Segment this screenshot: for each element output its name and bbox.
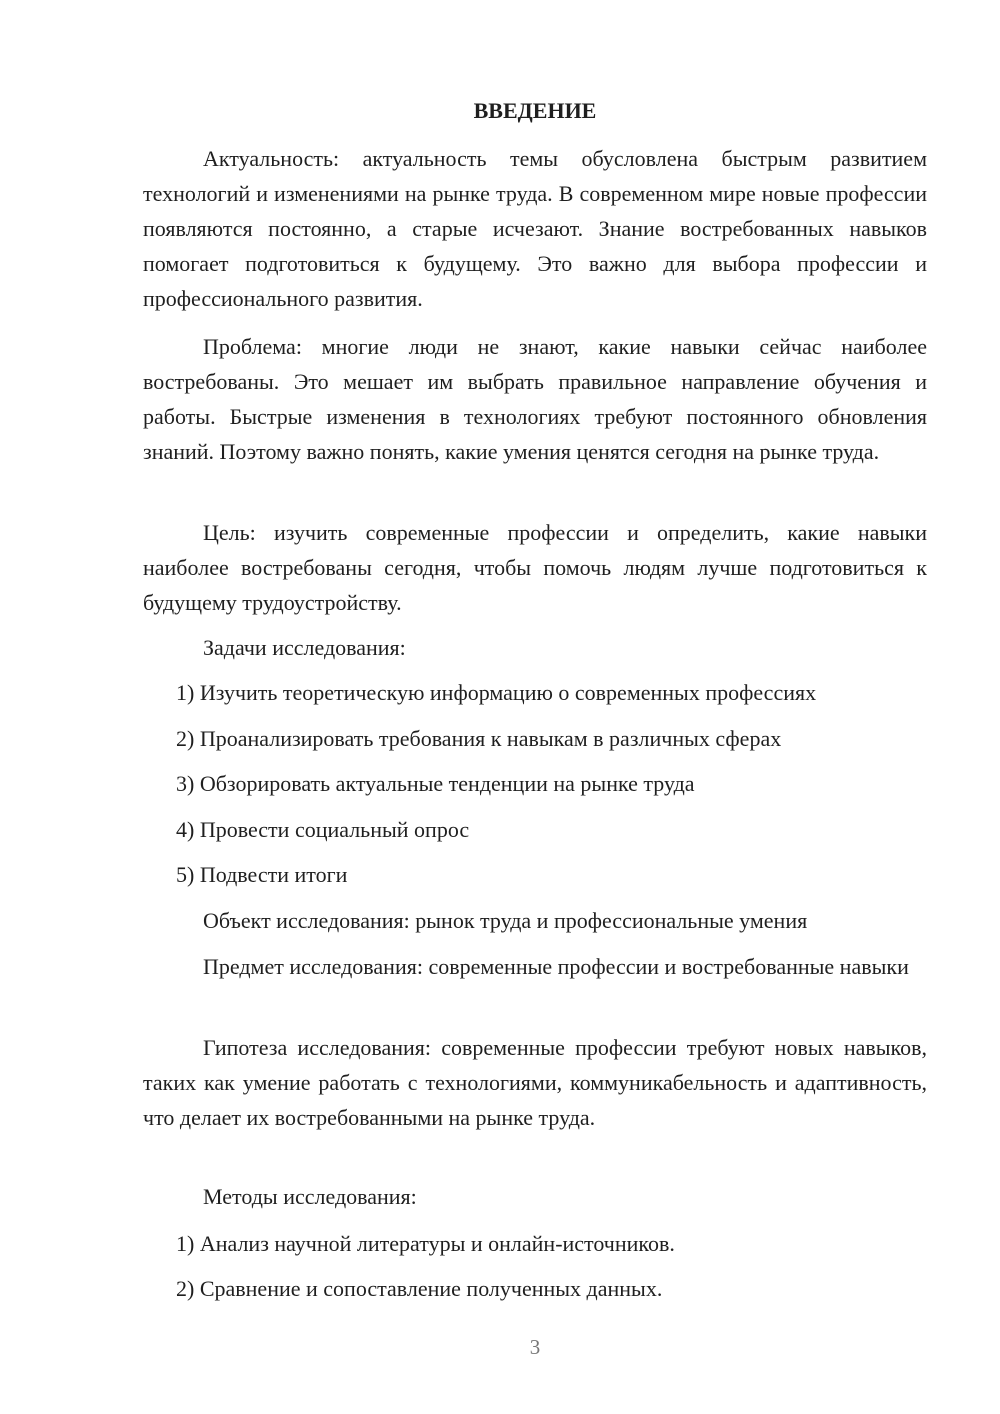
section-title: ВВЕДЕНИЕ (473, 98, 597, 123)
relevance-paragraph: Актуальность: актуальность темы обусловлена быстрым развитием технологий и изменениями на рынке труда. В современном мире новые профессии появляются постоянно, а старые исчезают. Знание востребованных навыков помогает подготовиться к будущему. Это важно для выбора профессии и профессионального развития. (143, 146, 927, 311)
method-item: 2) Сравнение и сопоставление полученных данных. (176, 1276, 663, 1301)
hypothesis-paragraph: Гипотеза исследования: современные профессии требуют новых навыков, таких как умение работать с технологиями, коммуникабельность и адаптивность, что делает их востребованными на рынке труда. (143, 1035, 927, 1130)
problem-paragraph: Проблема: многие люди не знают, какие навыки сейчас наиболее востребованы. Это мешает им выбрать правильное направление обучения и работы. Быстрые изменения в технологиях требуют постоянного обновления знаний. Поэтому важно понять, какие умения ценятся сегодня на рынке труда. (143, 334, 927, 464)
task-item: 4) Провести социальный опрос (176, 817, 470, 842)
task-item: 3) Обзорировать актуальные тенденции на рынке труда (176, 771, 695, 796)
task-item: 5) Подвести итоги (176, 862, 348, 887)
methods-heading: Методы исследования: (203, 1184, 417, 1209)
subject-paragraph: Предмет исследования: современные профессии и востребованные навыки (203, 954, 909, 979)
page-number: 3 (529, 1335, 541, 1359)
tasks-heading: Задачи исследования: (203, 635, 406, 660)
task-item: 1) Изучить теоретическую информацию о современных профессиях (176, 680, 817, 705)
object-paragraph: Объект исследования: рынок труда и профессиональные умения (203, 908, 808, 933)
method-item: 1) Анализ научной литературы и онлайн-источников. (176, 1231, 675, 1256)
goal-paragraph: Цель: изучить современные профессии и определить, какие навыки наиболее востребованы сегодня, чтобы помочь людям лучше подготовиться к будущему трудоустройству. (143, 520, 927, 615)
task-item: 2) Проанализировать требования к навыкам в различных сферах (176, 726, 782, 751)
